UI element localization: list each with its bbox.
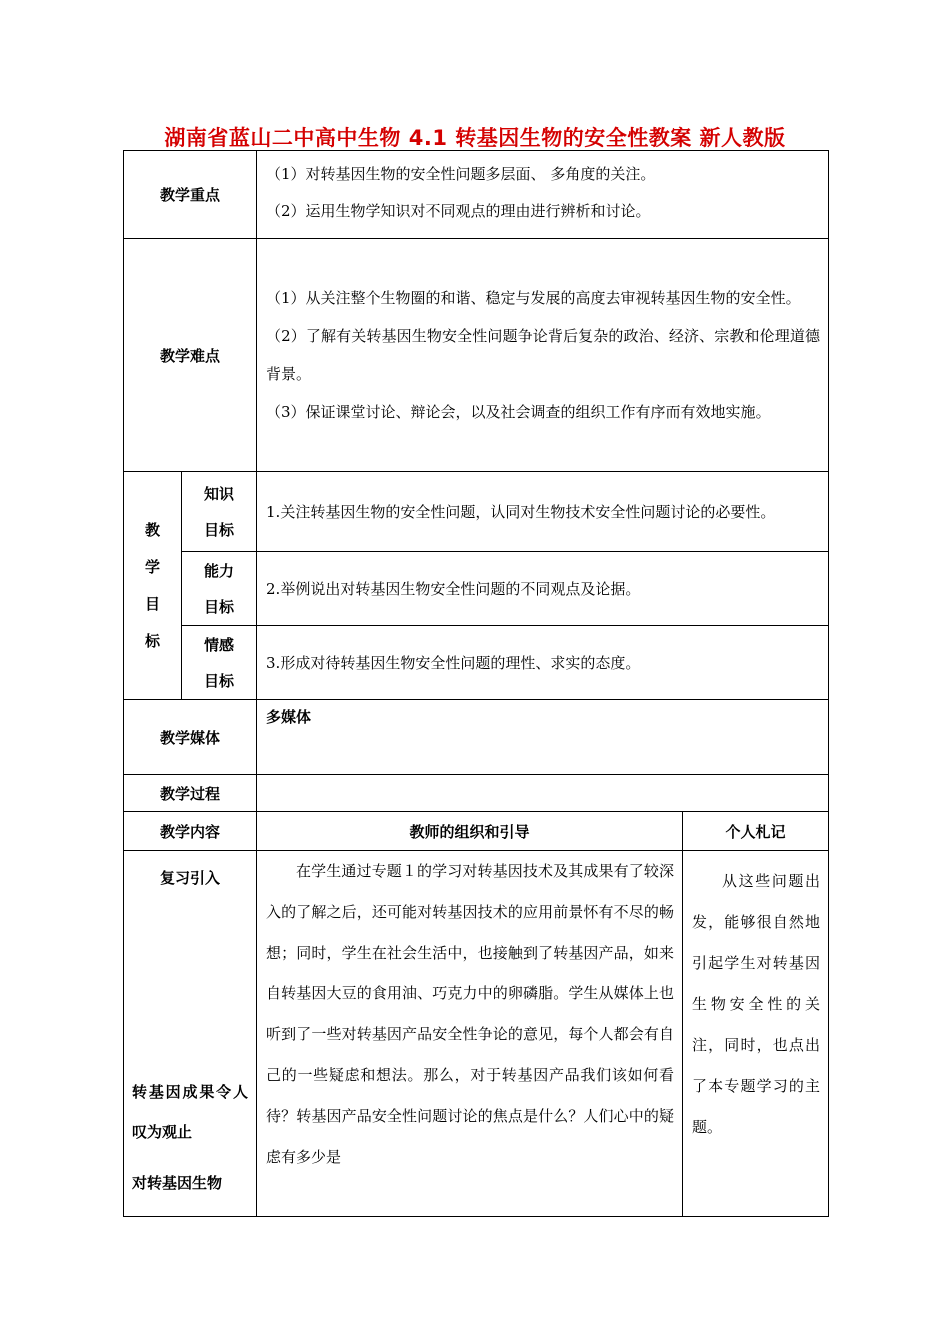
goal-row-knowledge [124,472,829,552]
goals-label-char: 标 [144,631,160,650]
process-row [124,775,829,812]
media-row [124,700,829,775]
goals-label-char: 学 [144,557,160,576]
goal-sub-label [182,626,257,700]
goal-sub-label [182,552,257,626]
goal-sub-label-line: 能力 [204,561,235,580]
column-header-content: 教学内容 [124,812,257,851]
goal-sub-label-line: 目标 [204,597,235,616]
goal-sub-label-line: 知识 [204,484,235,503]
goals-label [124,472,182,700]
content-heading: 转基因成果令人叹为观止 [132,1083,249,1141]
goal-sub-label-line: 目标 [204,520,235,539]
column-header-row [124,812,829,851]
focus-row [124,151,829,239]
focus-item: （1）对转基因生物的安全性问题多层面、 多角度的关注。 [266,164,656,183]
goal-text: 1.关注转基因生物的安全性问题，认同对生物技术安全性问题讨论的必要性。 [257,472,829,552]
goal-sub-label [182,472,257,552]
process-label: 教学过程 [124,775,257,812]
focus-content [257,151,829,239]
difficulty-item: （1）从关注整个生物圈的和谐、稳定与发展的高度去审视转基因生物的安全性。 [266,289,801,307]
content-heading: 对转基因生物 [132,1174,223,1192]
goal-row-emotion [124,626,829,700]
column-header-guide: 教师的组织和引导 [257,812,683,851]
goal-text: 2.举例说出对转基因生物安全性问题的不同观点及论据。 [257,552,829,626]
difficulty-label: 教学难点 [124,239,257,472]
difficulty-row [124,239,829,472]
goal-text: 3.形成对待转基因生物安全性问题的理性、求实的态度。 [257,626,829,700]
content-cell [124,851,257,1217]
document-title: 湖南省蓝山二中高中生物 4.1 转基因生物的安全性教案 新人教版 [164,126,786,150]
goals-label-char: 教 [144,520,160,539]
table-row [124,851,829,1217]
focus-label: 教学重点 [124,151,257,239]
goal-sub-label-line: 目标 [204,671,235,690]
lesson-plan-table [123,150,829,1217]
difficulty-content [257,239,829,472]
guide-cell: 在学生通过专题１的学习对转基因技术及其成果有了较深入的了解之后，还可能对转基因技术的应用前景怀有不尽的畅想；同时，学生在社会生活中，也接触到了转基因产品，如来自转基因大豆的食用油、巧克力中的卵磷脂。学生从媒体上也听到了一些对转基因产品安全性争论的意见，每个人都会有自己的一些疑虑和想法。那么，对于转基因产品我们该如何看待？转基因产品安全性问题讨论的焦点是什么？人们心中的疑虑有多少是 [257,851,683,1217]
content-heading: 复习引入 [160,869,221,887]
goals-label-char: 目 [144,594,160,613]
media-value: 多媒体 [257,700,829,775]
notes-cell: 从这些问题出发，能够很自然地引起学生对转基因生物安全性的关注，同时，也点出了本专题学习的主题。 [683,851,829,1217]
goal-sub-label-line: 情感 [204,635,235,654]
difficulty-item: （2）了解有关转基因生物安全性问题争论背后复杂的政治、经济、宗教和伦理道德背景。 [266,327,821,383]
focus-item: （2）运用生物学知识对不同观点的理由进行辨析和讨论。 [266,201,651,220]
process-empty-cell [257,775,829,812]
goal-row-ability [124,552,829,626]
difficulty-item: （3）保证课堂讨论、辩论会，以及社会调查的组织工作有序而有效地实施。 [266,403,771,421]
column-header-notes: 个人札记 [683,812,829,851]
media-label: 教学媒体 [124,700,257,775]
